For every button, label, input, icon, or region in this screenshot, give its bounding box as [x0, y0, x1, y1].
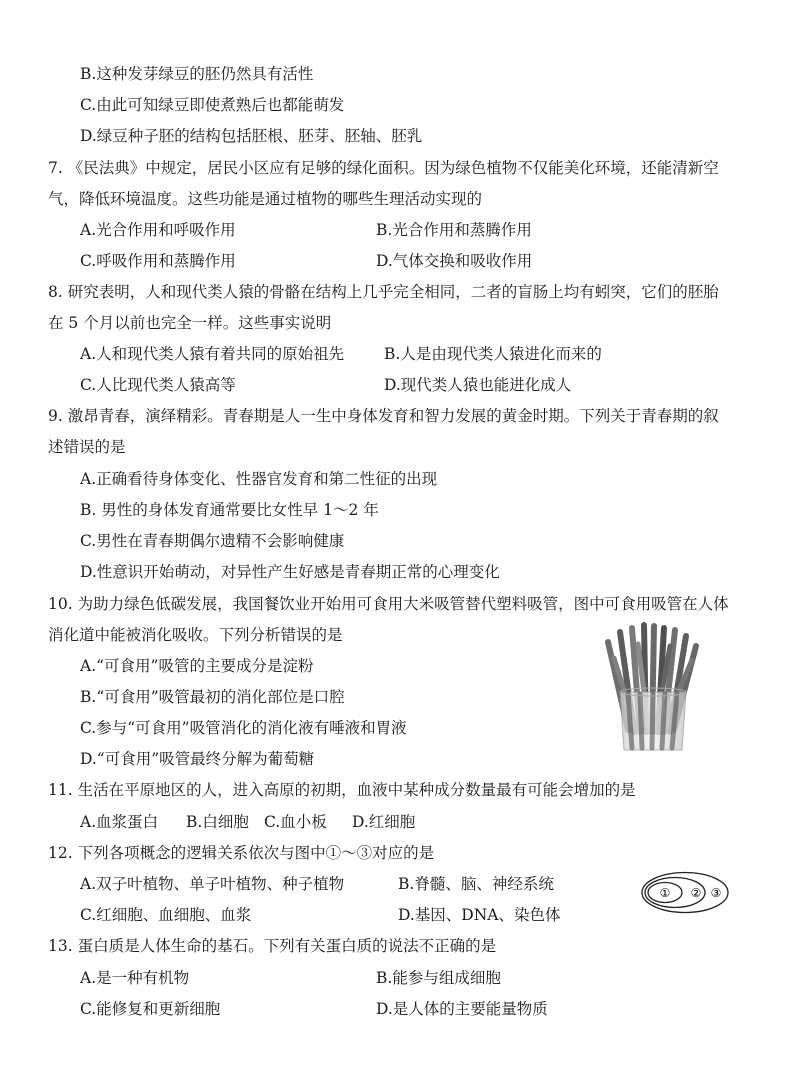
q9-stem-line-1: 9. 激昂青春，演绎精彩。青春期是人一生中身体发育和智力发展的黄金时期。下列关于青春期的叙 [48, 407, 719, 425]
q9-option-b: B. 男性的身体发育通常要比女性早 1～2 年 [80, 501, 379, 519]
q13-option-d: D.是人体的主要能量物质 [376, 1000, 548, 1018]
q9-option-d: D.性意识开始萌动，对异性产生好感是青春期正常的心理变化 [80, 563, 500, 581]
q10-option-c: C.参与“可食用”吸管消化的消化液有唾液和胃液 [80, 719, 407, 737]
q11-option-b: B.白细胞 [186, 813, 249, 831]
q7-option-d: D.气体交换和吸收作用 [376, 252, 533, 270]
q6-option-c: C.由此可知绿豆即使煮熟后也都能萌发 [80, 96, 345, 114]
q12-stem: 12. 下列各项概念的逻辑关系依次与图中①～③对应的是 [48, 844, 435, 862]
q8-option-d: D.现代类人猿也能进化成人 [384, 376, 572, 394]
q7-option-a: A.光合作用和呼吸作用 [80, 221, 236, 239]
q12-option-b: B.脊髓、脑、神经系统 [398, 875, 554, 893]
q7-stem-line-1: 7. 《民法典》中规定，居民小区应有足够的绿化面积。因为绿色植物不仅能美化环境，还能清新空 [48, 159, 719, 177]
q7-stem-line-2: 气，降低环境温度。这些功能是通过植物的哪些生理活动实现的 [48, 190, 483, 208]
q9-option-c: C.男性在青春期偶尔遗精不会影响健康 [80, 532, 345, 550]
diagram-label-1: ① [659, 886, 671, 900]
q8-option-a: A.人和现代类人猿有着共同的原始祖先 [80, 345, 345, 363]
q12-option-c: C.红细胞、血细胞、血浆 [80, 906, 252, 924]
diagram-label-2: ② [690, 886, 702, 900]
q10-option-a: A.“可食用”吸管的主要成分是淀粉 [80, 657, 314, 675]
q10-stem-line-1: 10. 为助力绿色低碳发展，我国餐饮业开始用可食用大米吸管替代塑料吸管，图中可食用吸管在人体 [48, 595, 729, 613]
q13-stem: 13. 蛋白质是人体生命的基石。下列有关蛋白质的说法不正确的是 [48, 937, 497, 955]
q8-stem-line-2: 在 5 个月以前也完全一样。这些事实说明 [48, 314, 332, 332]
q13-option-b: B.能参与组成细胞 [376, 969, 501, 987]
q10-stem-line-2: 消化道中能被消化吸收。下列分析错误的是 [48, 626, 343, 644]
q10-option-d: D.“可食用”吸管最终分解为葡萄糖 [80, 750, 315, 768]
q6-option-b: B.这种发芽绿豆的胚仍然具有活性 [80, 65, 314, 83]
q12-option-d: D.基因、DNA、染色体 [398, 906, 561, 924]
q7-option-b: B.光合作用和蒸腾作用 [376, 221, 532, 239]
nested-concept-diagram [640, 870, 730, 915]
q6-option-d: D.绿豆种子胚的结构包括胚根、胚芽、胚轴、胚乳 [80, 127, 423, 145]
q11-option-a: A.血浆蛋白 [80, 813, 159, 831]
q9-stem-line-2: 述错误的是 [48, 438, 126, 456]
q9-option-a: A.正确看待身体变化、性器官发育和第二性征的出现 [80, 470, 438, 488]
q11-stem: 11. 生活在平原地区的人，进入高原的初期，血液中某种成分数量最有可能会增加的是 [48, 781, 636, 799]
q12-option-a: A.双子叶植物、单子叶植物、种子植物 [80, 875, 345, 893]
q13-option-a: A.是一种有机物 [80, 969, 190, 987]
diagram-label-3: ③ [710, 886, 722, 900]
q10-option-b: B.“可食用”吸管最初的消化部位是口腔 [80, 688, 345, 706]
q8-option-c: C.人比现代类人猿高等 [80, 376, 236, 394]
q8-stem-line-1: 8. 研究表明，人和现代类人猿的骨骼在结构上几乎完全相同，二者的盲肠上均有蚓突，它们的胚胎 [48, 283, 719, 301]
q7-option-c: C.呼吸作用和蒸腾作用 [80, 252, 236, 270]
q11-option-c: C.血小板 [264, 813, 327, 831]
q11-option-d: D.红细胞 [352, 813, 416, 831]
q8-option-b: B.人是由现代类人猿进化而来的 [384, 345, 602, 363]
edible-straws-image [598, 620, 708, 752]
q13-option-c: C.能修复和更新细胞 [80, 1000, 221, 1018]
